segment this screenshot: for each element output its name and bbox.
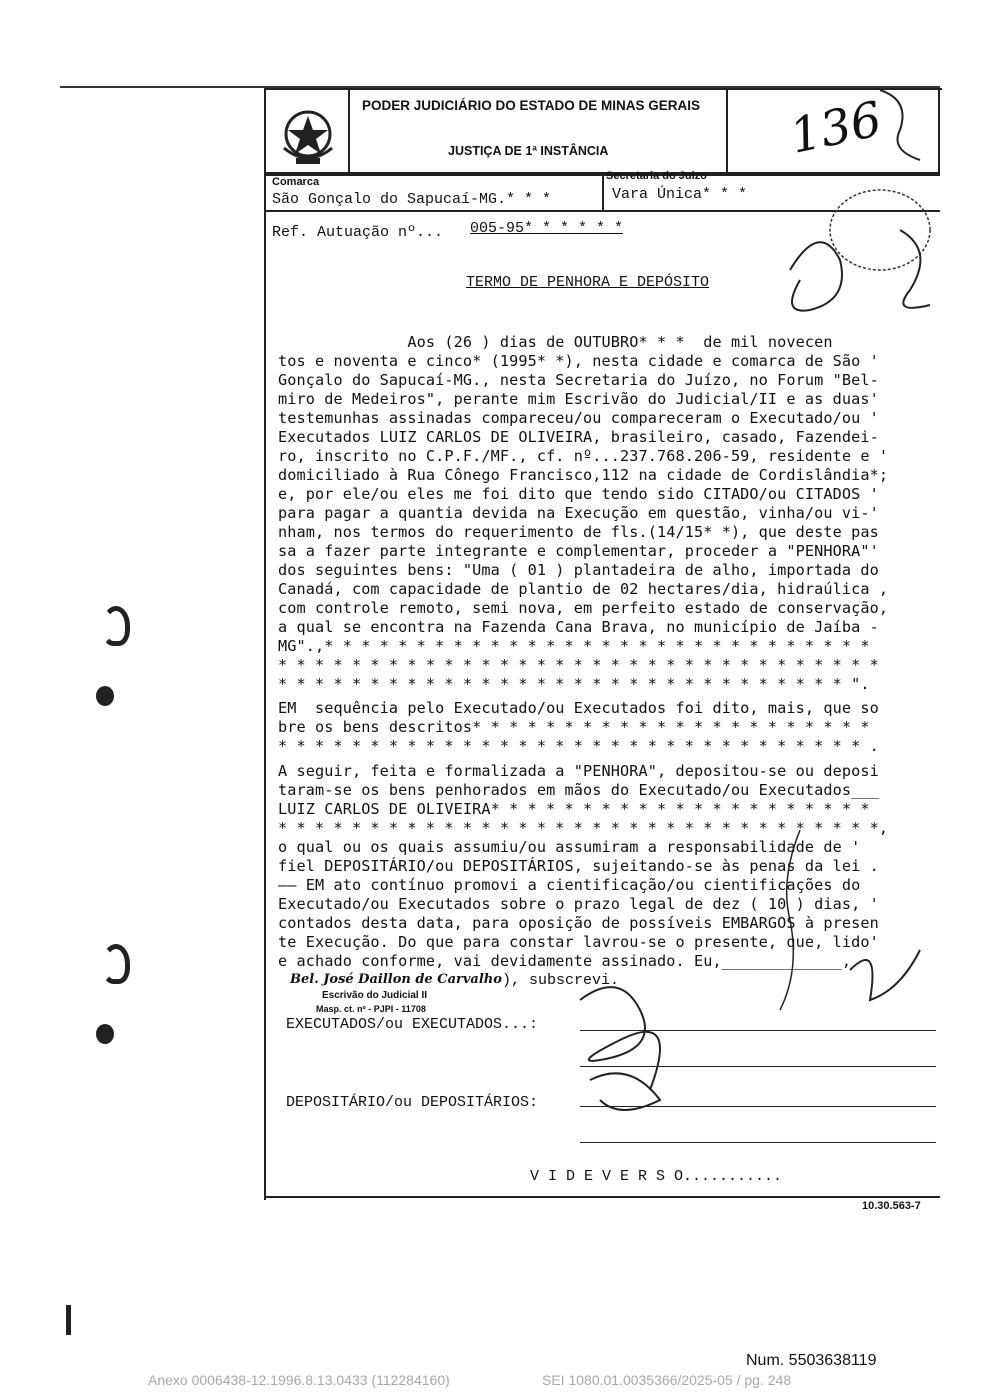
coat-of-arms-seal-icon [276,104,340,168]
body-line: dos seguintes bens: "Uma ( 01 ) plantadeira de alho, importada do [278,561,879,579]
body-line: bre os bens descritos* * * * * * * * * * * * * * * * * * * * * * [278,718,870,736]
secretaria-value: Vara Única* * * [612,186,748,203]
bottom-border [264,1196,940,1198]
document-number: Num. 5503638119 [746,1352,877,1369]
ref-value: 005-95* * * * * * [470,220,624,237]
body-line: taram-se os bens penhorados em mãos do Executado/ou Executados___ [278,781,879,799]
body-line: Executados LUIZ CARLOS DE OLIVEIRA, brasileiro, casado, Fazendei- [278,428,879,446]
body-line: Gonçalo do Sapucaí-MG., nesta Secretaria do Juízo, no Forum "Bel- [278,371,879,389]
form-code: 10.30.563-7 [862,1200,921,1212]
subscrevi-text: ), subscrevi. [502,972,620,989]
body-line: LUIZ CARLOS DE OLIVEIRA* * * * * * * * * * * * * * * * * * * * * [278,800,870,818]
body-line: MG".,* * * * * * * * * * * * * * * * * * * * * * * * * * * * * * [278,637,870,655]
comarca-label: Comarca [272,176,320,188]
binder-hole-mark [96,686,114,706]
scan-edge-mark [66,1305,71,1335]
body-line: e achado conforme, vai devidamente assinado. Eu,_____________, [278,952,852,970]
binder-hole-mark [102,606,130,646]
vide-verso: V I D E V E R S O........... [530,1168,783,1185]
body-line: tos e noventa e cinco* (1995* *), nesta cidade e comarca de São ' [278,352,879,370]
handwritten-signature-icon [760,80,940,320]
body-line: * * * * * * * * * * * * * * * * * * * * * * * * * * * * * * * * * [278,656,879,674]
body-line: domiciliado à Rua Cônego Francisco,112 na cidade de Cordislândia*; [278,466,889,484]
signature-line [580,1142,936,1143]
clerk-role: Escrivão do Judicial II [322,990,428,1001]
body-line: sa a fazer parte integrante e complementar, proceder a "PENHORA"' [278,542,879,560]
body-line: testemunhas assinadas compareceu/ou compareceram o Executado/ou ' [278,409,879,427]
ref-label: Ref. Autuação nº... [272,224,444,241]
body-line: Executado/ou Executados sobre o prazo legal de dez ( 10 ) dias, ' [278,895,879,913]
body-line: EM sequência pelo Executado/ou Executados foi dito, mais, que so [278,699,879,717]
body-line: nham, nos termos do requerimento de fls.(14/15* *), que deste pas [278,523,879,541]
footer-sei: SEI 1080.01.0035366/2025-05 / pg. 248 [542,1372,792,1388]
body-line: fiel DEPOSITÁRIO/ou DEPOSITÁRIOS, sujeitando-se às penas da lei . [278,857,879,875]
depositario-label: DEPOSITÁRIO/ou DEPOSITÁRIOS: [286,1094,539,1111]
body-line: A seguir, feita e formalizada a "PENHORA", depositou-se ou deposi [278,762,879,780]
binder-hole-mark [96,1024,114,1044]
body-line: para pagar a quantia devida na Execução em questão, vinha/ou vi-' [278,504,879,522]
body-line: o qual ou os quais assumiu/ou assumiram a responsabilidade de ' [278,838,861,856]
handwritten-page-number: 136 [785,91,887,165]
body-line: contados desta data, para oposição de possíveis EMBARGOS à presen [278,914,879,932]
body-line: te Execução. Do que para constar lavrou-se o presente, que, lido' [278,933,879,951]
body-line: a qual se encontra na Fazenda Cana Brava, no município de Jaíba - [278,618,879,636]
body-line: Aos (26 ) dias de OUTUBRO* * * de mil novecen [278,333,833,351]
comarca-value: São Gonçalo do Sapucaí-MG.* * * [272,191,552,208]
body-line: * * * * * * * * * * * * * * * * * * * * * * * * * * * * * * * ". [278,675,870,693]
binder-hole-mark [102,944,130,984]
header-divider [348,88,350,174]
body-line: * * * * * * * * * * * * * * * * * * * * * * * * * * * * * * * * . [278,737,879,755]
executados-label: EXECUTADOS/ou EXECUTADOS...: [286,1016,539,1033]
body-line: —— EM ato contínuo promovi a cientificação/ou cientificações do [278,876,861,894]
body-line: ro, inscrito no C.P.F./MF., cf. nº...237.768.206-59, residente e ' [278,447,889,465]
instance-title: JUSTIÇA DE 1ª INSTÂNCIA [448,144,609,158]
handwritten-signature-icon [760,820,940,1020]
footer-anexo: Anexo 0006438-12.1996.8.13.0433 (112284160) [148,1372,450,1388]
handwritten-signature-icon [560,960,780,1120]
body-line: com controle remoto, semi nova, em perfeito estado de conservação, [278,599,889,617]
header-divider [726,88,728,174]
clerk-name-stamp: Bel. José Daillon de Carvalho [290,972,502,987]
body-line: e, por ele/ou eles me foi dito que tendo sido CITADO/ou CITADOS ' [278,485,879,503]
secretaria-label: Secretaria do Juizo [606,170,707,182]
row-divider [602,174,604,210]
court-title: PODER JUDICIÁRIO DO ESTADO DE MINAS GERAIS [362,98,701,113]
clerk-registration: Masp. ct. nº - PJPI - 11708 [316,1004,426,1014]
body-line: Canadá, com capacidade de plantio de 02 hectares/dia, hidraúlica , [278,580,889,598]
document-title: TERMO DE PENHORA E DEPÓSITO [466,274,710,291]
body-line: * * * * * * * * * * * * * * * * * * * * * * * * * * * * * * * * *, [278,819,889,837]
body-line: miro de Medeiros", perante mim Escrivão do Judicial/II e as duas' [278,390,879,408]
